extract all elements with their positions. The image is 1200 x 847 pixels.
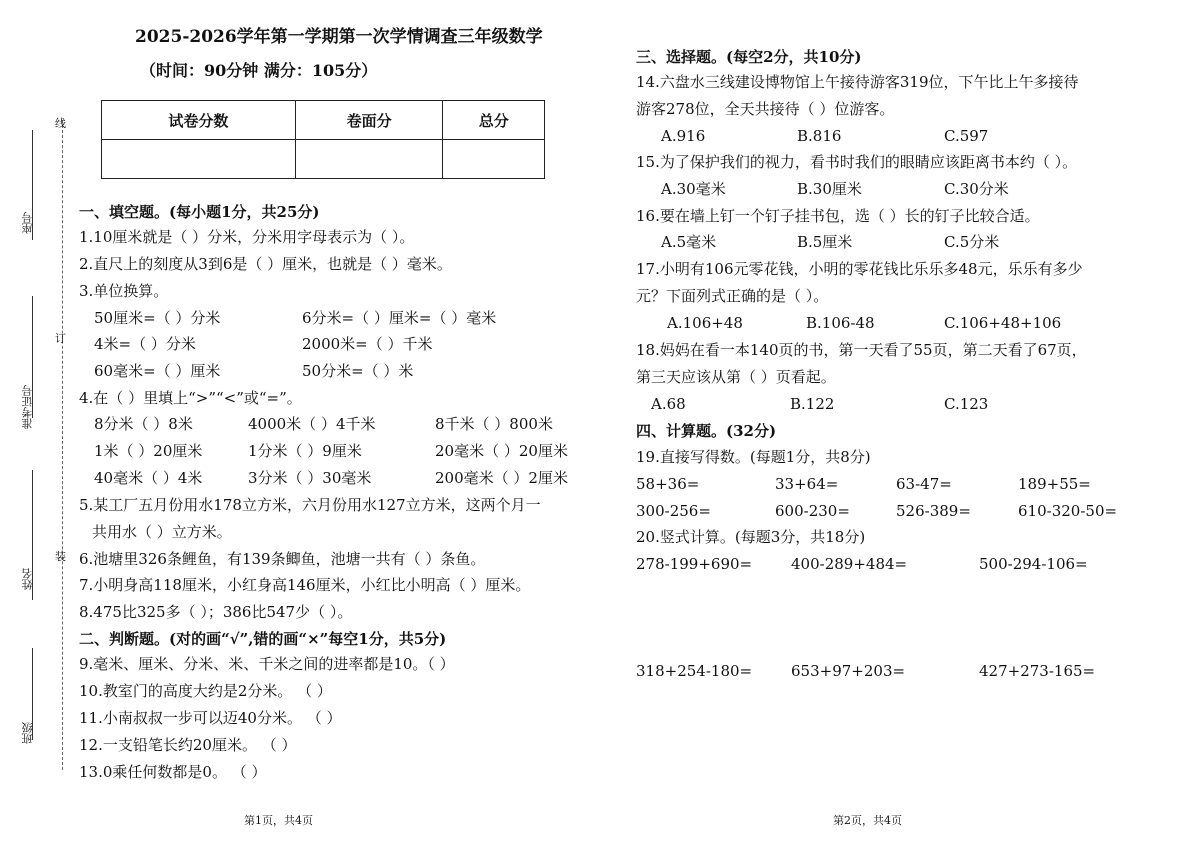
q20-r2-c3: 427+273-165= [979, 662, 1096, 680]
q20-r2-c2: 653+97+203= [791, 662, 906, 680]
score-cell-neatness[interactable] [295, 140, 443, 179]
q17-option-a: A.106+48 [667, 314, 743, 332]
q4-row1-b: 4000米（ ）4千米 [248, 415, 376, 433]
q16-option-c: C.5分米 [944, 233, 1000, 251]
page-subtitle: （时间：90分钟 满分：105分） [140, 61, 378, 80]
q14-option-b: B.816 [797, 127, 842, 145]
question-17-line1: 17.小明有106元零花钱，小明的零花钱比乐乐多48元，乐乐有多少 [636, 260, 1083, 278]
question-20: 20.竖式计算。(每题3分，共18分) [636, 528, 866, 546]
question-18-line2: 第三天应该从第（ ）页看起。 [636, 368, 836, 386]
q15-option-a: A.30毫米 [661, 180, 726, 198]
question-14-line1: 14.六盘水三线建设博物馆上午接待游客319位，下午比上午多接待 [636, 73, 1079, 91]
q20-r1-c3: 500-294-106= [979, 555, 1088, 573]
q3-row2-b: 2000米=（ ）千米 [302, 335, 433, 353]
q15-option-c: C.30分米 [944, 180, 1009, 198]
q19-r1-c3: 63-47= [896, 475, 952, 493]
page1-footer: 第1页，共4页 [244, 814, 313, 827]
q19-r2-c1: 300-256= [636, 502, 711, 520]
section4-heading: 四、计算题。(32分) [636, 422, 777, 440]
page-title: 2025-2026学年第一学期第一次学情调查三年级数学 [135, 27, 543, 47]
question-12: 12.一支铅笔长约20厘米。 （ ） [79, 736, 297, 754]
q4-row2-c: 20毫米（ ）20厘米 [435, 442, 568, 460]
q3-row2-a: 4米=（ ）分米 [94, 335, 196, 353]
binding-dashed-line [62, 120, 63, 770]
question-9: 9.毫米、厘米、分米、米、千米之间的进率都是10。（ ） [79, 655, 455, 673]
q17-option-b: B.106-48 [806, 314, 875, 332]
score-header-neatness: 卷面分 [295, 101, 443, 140]
section1-heading: 一、填空题。(每小题1分，共25分) [79, 203, 320, 221]
question-5-line1: 5.某工厂五月份用水178立方米，六月份用水127立方米，这两个月一 [79, 496, 541, 514]
q4-row3-b: 3分米（ ）30毫米 [248, 469, 372, 487]
binding-mark-zhuang: 装 [55, 550, 66, 563]
score-table [101, 100, 545, 179]
binding-mark-xian: 线 [55, 117, 66, 130]
q3-row1-a: 50厘米=（ ）分米 [94, 309, 221, 327]
question-4: 4.在（ ）里填上“>”“<”或“=”。 [79, 389, 302, 407]
question-13: 13.0乘任何数都是0。 （ ） [79, 763, 267, 781]
q19-r1-c4: 189+55= [1018, 475, 1091, 493]
q18-option-a: A.68 [651, 395, 686, 413]
question-18-line1: 18.妈妈在看一本140页的书，第一天看了55页，第二天看了67页， [636, 341, 1087, 359]
binding-label-seat: 座号 [21, 212, 34, 234]
section3-heading: 三、选择题。(每空2分，共10分) [636, 48, 862, 66]
score-cell-total[interactable] [443, 140, 545, 179]
section2-heading: 二、判断题。(对的画“√”,错的画“×”每空1分，共5分) [79, 630, 447, 648]
q4-row2-b: 1分米（ ）9厘米 [248, 442, 362, 460]
q17-option-c: C.106+48+106 [944, 314, 1062, 332]
question-10: 10.教室门的高度大约是2分米。 （ ） [79, 682, 332, 700]
question-7: 7.小明身高118厘米，小红身高146厘米，小红比小明高（ ）厘米。 [79, 576, 531, 594]
question-15: 15.为了保护我们的视力，看书时我们的眼睛应该距离书本约（ ）。 [636, 153, 1078, 171]
q14-option-c: C.597 [944, 127, 989, 145]
q3-row1-b: 6分米=（ ）厘米=（ ）毫米 [302, 309, 497, 327]
score-header-paper: 试卷分数 [102, 101, 296, 140]
question-8: 8.475比325多（ ）；386比547少（ ）。 [79, 603, 353, 621]
page2-footer: 第2页，共4页 [833, 814, 902, 827]
binding-label-class: 班级 [21, 722, 34, 744]
q4-row3-c: 200毫米（ ）2厘米 [435, 469, 568, 487]
q3-row3-b: 50分米=（ ）米 [302, 362, 414, 380]
q18-option-b: B.122 [790, 395, 835, 413]
q16-option-a: A.5毫米 [661, 233, 717, 251]
question-14-line2: 游客278位，全天共接待（ ）位游客。 [636, 100, 895, 118]
question-11: 11.小南叔叔一步可以迈40分米。 （ ） [79, 709, 342, 727]
question-2: 2.直尺上的刻度从3到6是（ ）厘米，也就是（ ）毫米。 [79, 255, 452, 273]
question-6: 6.池塘里326条鲤鱼，有139条鲫鱼，池塘一共有（ ）条鱼。 [79, 550, 486, 568]
q14-option-a: A.916 [661, 127, 706, 145]
q19-r2-c3: 526-389= [896, 502, 971, 520]
binding-label-name: 姓名 [21, 568, 34, 590]
q16-option-b: B.5厘米 [797, 233, 853, 251]
question-16: 16.要在墙上钉一个钉子挂书包，选（ ）长的钉子比较合适。 [636, 207, 1040, 225]
score-header-total: 总分 [443, 101, 545, 140]
q19-r2-c2: 600-230= [775, 502, 850, 520]
q19-r1-c1: 58+36= [636, 475, 700, 493]
question-17-line2: 元？下面列式正确的是（ ）。 [636, 287, 829, 305]
q18-option-c: C.123 [944, 395, 989, 413]
q15-option-b: B.30厘米 [797, 180, 862, 198]
q20-r1-c1: 278-199+690= [636, 555, 753, 573]
question-1: 1.10厘米就是（ ）分米，分米用字母表示为（ ）。 [79, 228, 415, 246]
q19-r2-c4: 610-320-50= [1018, 502, 1118, 520]
binding-mark-ding: 订 [55, 332, 66, 345]
q19-r1-c2: 33+64= [775, 475, 839, 493]
question-3: 3.单位换算。 [79, 282, 169, 300]
q4-row1-c: 8千米（ ）800米 [435, 415, 553, 433]
binding-label-exam-id: 准考证号 [21, 385, 34, 429]
q20-r1-c2: 400-289+484= [791, 555, 908, 573]
question-5-line2: 共用水（ ）立方米。 [92, 523, 232, 541]
q4-row3-a: 40毫米（ ）4米 [94, 469, 203, 487]
question-19: 19.直接写得数。(每题1分，共8分) [636, 448, 871, 466]
score-cell-paper[interactable] [102, 140, 296, 179]
q4-row1-a: 8分米（ ）8米 [94, 415, 193, 433]
q3-row3-a: 60毫米=（ ）厘米 [94, 362, 221, 380]
q20-r2-c1: 318+254-180= [636, 662, 753, 680]
q4-row2-a: 1米（ ）20厘米 [94, 442, 203, 460]
